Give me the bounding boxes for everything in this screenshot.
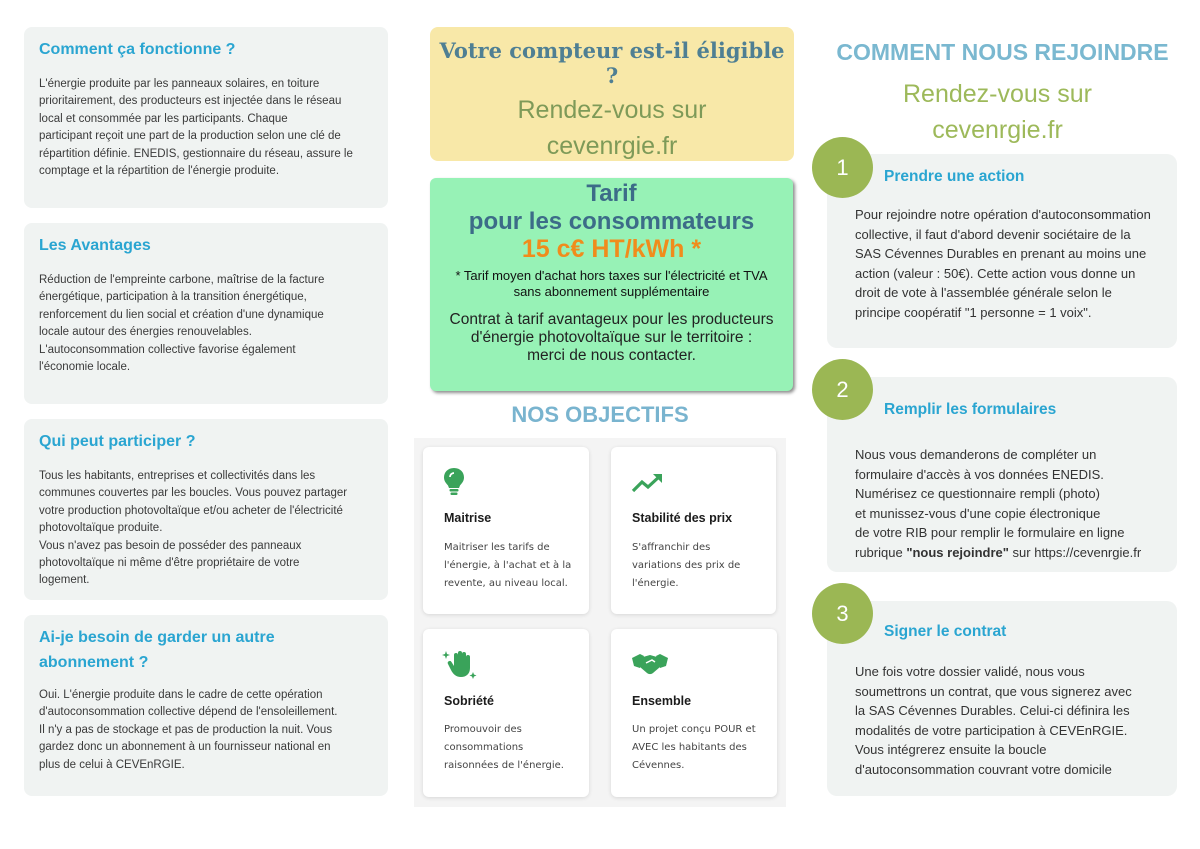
objective-card [611,629,777,797]
step-text [855,205,1151,322]
step-title: Remplir les formulaires [884,401,1057,418]
objective-title: Sobriété [444,694,495,708]
card-subscription [24,615,388,796]
step-number-badge: 1 [812,137,873,198]
card-body: L'énergie produite par les panneaux solaires, en toiture prioritairement, des producteurs est injectée dans le réseau local et consommée par les participants. Chaque participant reçoit une part de la production selon une clé de répartition définie. ENEDIS, gestionnaire du réseau, assure le comptage et la répartition de l'énergie produite. [39,78,353,178]
step-text-line: de votre RIB pour remplir le formulaire en ligne [855,525,1125,540]
step-number-badge: 3 [812,583,873,644]
objective-text: Maitriser les tarifs de l'énergie, à l'achat et à la revente, au niveau local. [444,542,572,589]
step-text-line: collective, il faut d'abord devenir sociétaire de la [855,226,1131,242]
card-title: Comment ça fonctionne ? [39,41,236,58]
objective-card [611,447,776,614]
card-body: Oui. L'énergie produite dans le cadre de cette opération d'autoconsommation collective dépend de l'ensoleillement. Il n'y a pas de stockage et pas de production la nuit. Vous gardez donc un abonnement à un fournisseur national en plus de celui à CEVEnRGIE. [39,689,338,771]
card-title-line2: abonnement ? [39,654,149,671]
step-number-badge: 2 [812,359,873,420]
step-title: Signer le contrat [884,623,1007,640]
tarif-subtitle: pour les consommateurs [468,208,755,235]
objective-text: Promouvoir des consommations raisonnées de l'énergie. [444,724,564,771]
step-text-line: principe coopératif "1 personne = 1 voix". [855,304,1092,320]
step-text-line: Pour rejoindre notre opération d'autoconsommation [855,207,1151,222]
join-line1: Rendez-vous sur [903,80,1092,108]
step-text-line: d'autoconsommation couvrant votre domicile [855,761,1112,777]
lightbulb-icon [443,467,465,497]
objective-text: Un projet conçu POUR et AVEC les habitants des Cévennes. [632,724,756,771]
objective-card [423,629,589,797]
objective-text: S'affranchir des variations des prix de l'énergie. [632,542,741,589]
card-body: Tous les habitants, entreprises et collectivités dans les communes couvertes par les boucles. Vous pouvez partager votre production photovoltaïque et/ou acheter de l'électricité photovoltaïque produite. Vous n'avez pas besoin de posséder des panneaux photovoltaïque ni même d'être propriétaire de votre logement. [39,470,348,587]
step-text-fragment: sur https://cevenrgie.fr [1008,544,1142,560]
step-card [827,377,1177,572]
card-body: Réduction de l'empreinte carbone, maîtrise de la facture énergétique, participation à la transition énergétique, renforcement du lien social et création d'une dynamique locale autour des énergies renouvelables. L'autoconsommation collective favorise également l'économie locale. [39,274,325,374]
tarif-title: Tarif [586,180,637,207]
card-title: Les Avantages [39,237,151,254]
step-text [855,445,1141,562]
hand-sparkle-icon [442,649,478,681]
step-title: Prendre une action [884,168,1025,185]
step-text-line: soumettrons un contrat, que vous signerez avec [855,683,1132,699]
objective-title: Ensemble [632,694,692,708]
card-title-line1: Ai-je besoin de garder un autre [39,629,275,646]
step-text-line: et munissez-vous d'une copie électronique [855,505,1101,521]
step-text-line: action (valeur : 50€). Cette action vous donne un [855,265,1136,281]
step-text-fragment: rubrique [855,544,907,560]
step-text-line: Vous intégrerez ensuite la boucle [855,742,1047,757]
step-text [855,662,1132,779]
eligibility-title: Votre compteur est-il éligible ? [439,38,785,88]
tarif-box [430,178,793,391]
objective-title: Stabilité des prix [632,511,733,525]
step-text-line: Nous vous demanderons de compléter un [855,447,1097,462]
eligibility-line1: Rendez-vous sur [517,96,707,124]
step-text-bold[interactable]: "nous rejoindre" [906,544,1009,560]
card-advantages [24,223,388,404]
card-title [39,625,373,675]
step-text-line: Numérisez ce questionnaire rempli (photo) [855,486,1100,501]
step-text-line [855,543,1141,563]
handshake-icon [631,653,669,675]
join-title: COMMENT NOUS REJOINDRE [836,39,1169,65]
step-text-line: modalités de votre participation à CEVEnRGIE. [855,722,1128,738]
card-who-can-participate [24,419,388,600]
trending-up-icon [631,473,663,493]
eligibility-link[interactable]: cevenrgie.fr [546,132,678,160]
step-text-line: formulaire d'accès à vos données ENEDIS. [855,466,1104,482]
eligibility-box [430,27,794,161]
tarif-contract: Contrat à tarif avantageux pour les producteurs d'énergie photovoltaïque sur le territoire : merci de nous contacter. [449,311,774,364]
objective-card [423,447,589,614]
step-text-line: droit de vote à l'assemblée générale selon le [855,285,1112,300]
tarif-price: 15 c€ HT/kWh * [521,235,702,263]
step-card [827,154,1177,348]
join-link[interactable]: cevenrgie.fr [932,116,1063,144]
step-card [827,601,1177,796]
card-how-it-works [24,27,388,208]
step-text-line: SAS Cévennes Durables en prenant au moins une [855,246,1147,261]
card-title: Qui peut participer ? [39,433,196,450]
objectives-title: NOS OBJECTIFS [511,402,689,427]
objective-title: Maitrise [444,511,492,525]
step-text-line: Une fois votre dossier validé, nous vous [855,664,1085,679]
step-text-line: la SAS Cévennes Durables. Celui-ci définira les [855,703,1130,718]
tarif-note: * Tarif moyen d'achat hors taxes sur l'électricité et TVA sans abonnement supplémentaire [455,268,768,299]
